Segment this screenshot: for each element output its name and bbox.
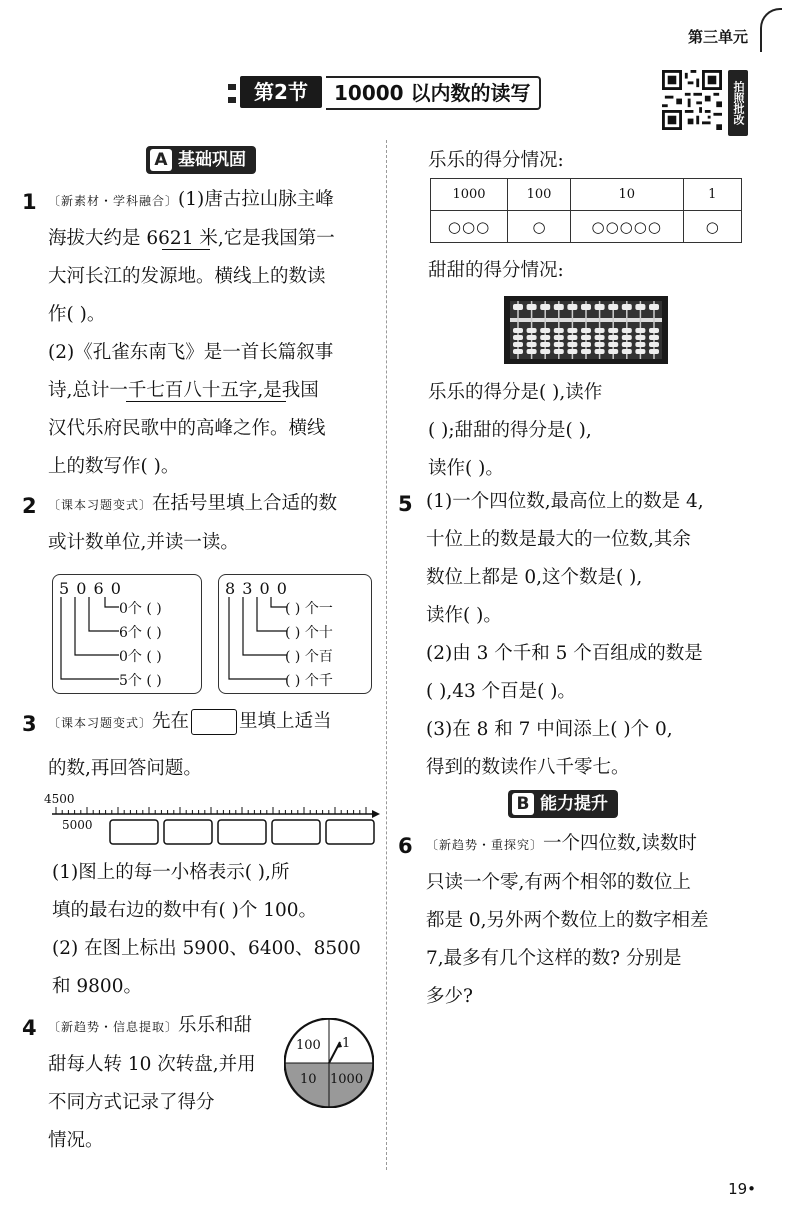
q6-line-4: 7,最多有几个这样的数? 分别是 [426, 948, 682, 969]
q5-line-8: 得到的数读作八千零七。 [426, 757, 630, 778]
q2-text [48, 485, 384, 562]
abacus-bead [581, 328, 591, 333]
q5-line-4: 读作( )。 [426, 605, 502, 626]
abacus-bead [649, 349, 659, 354]
q3-answer-box[interactable] [218, 820, 266, 844]
q3-inline-box[interactable] [191, 709, 237, 735]
q3-answer-box[interactable] [110, 820, 158, 844]
q2-number: 2 [22, 494, 37, 518]
q3-answer-box[interactable] [326, 820, 374, 844]
q4-spinner [284, 1018, 374, 1108]
q2-line-1: 〔课本习题变式〕在括号里填上合适的数 [48, 493, 338, 514]
abacus-bead [595, 349, 605, 354]
abacus-bead [608, 349, 618, 354]
abacus-bead [513, 342, 523, 347]
abacus-bead [635, 335, 645, 340]
abacus-bead [527, 304, 537, 310]
q3-q-line-4: 和 9800。 [52, 976, 142, 997]
abacus-bead [608, 304, 618, 310]
q2-left-row[interactable]: 5个 ( ) [119, 673, 162, 689]
q4-line-3: 不同方式记录了得分 [48, 1092, 215, 1113]
abacus-bead [554, 304, 564, 310]
q6-tag: 〔新趋势・重探究〕 [426, 838, 544, 852]
q1-line-8: 上的数写作( )。 [48, 456, 180, 477]
abacus-bead [581, 335, 591, 340]
q3-axis-second-label: 5000 [62, 818, 93, 832]
q2-tag: 〔课本习题变式〕 [48, 498, 153, 512]
q1-underline-2 [126, 401, 286, 402]
q1-line-2: 海拔大约是 6621 米,它是我国第一 [48, 228, 335, 249]
q4-number: 4 [22, 1016, 37, 1040]
q2-left-number: 5 0 6 0 [59, 579, 122, 598]
abacus-bead [554, 349, 564, 354]
score-circles: ○○○ [431, 211, 508, 243]
q5-text [426, 483, 762, 787]
q6-line-3: 都是 0,另外两个数位上的数字相差 [426, 910, 709, 931]
abacus-bead [540, 335, 550, 340]
q5-line-3: 数位上都是 0,这个数是( ), [426, 567, 643, 588]
q3-answer-box[interactable] [164, 820, 212, 844]
spinner-label-1: 1 [342, 1036, 351, 1051]
q3-q-line-3: (2) 在图上标出 5900、6400、8500 [52, 938, 361, 959]
q2-line-2: 或计数单位,并读一读。 [48, 532, 239, 553]
part-b-header [508, 790, 618, 818]
abacus-bead [540, 342, 550, 347]
abacus-bead [595, 304, 605, 310]
q2-left-row[interactable]: 6个 ( ) [119, 625, 162, 641]
q1-line-1: 〔新素材・学科融合〕(1)唐古拉山脉主峰 [48, 189, 334, 210]
score-header: 10 [570, 179, 683, 211]
q1-number: 1 [22, 190, 37, 214]
abacus-bead [581, 342, 591, 347]
corner-decoration [760, 8, 782, 52]
abacus-bead [554, 335, 564, 340]
abacus-bead [649, 328, 659, 333]
abacus-bead [608, 335, 618, 340]
abacus-bead [513, 349, 523, 354]
score-header-row [431, 179, 742, 211]
abacus-bead [554, 328, 564, 333]
qr-label: 拍照批改 [728, 70, 748, 136]
part-a-title: 基础巩固 [178, 150, 246, 170]
q3-text [48, 703, 384, 788]
q5-line-2: 十位上的数是最大的一位数,其余 [426, 529, 691, 550]
spinner-label-100: 100 [296, 1038, 321, 1053]
abacus-bead [567, 304, 577, 310]
abacus-bead [540, 304, 550, 310]
abacus-bead [527, 342, 537, 347]
q4-line-4: 情况。 [48, 1130, 104, 1151]
abacus-bead [622, 304, 632, 310]
q1-underline-1 [162, 249, 210, 250]
q2-right-row[interactable]: ( ) 个十 [285, 625, 333, 641]
page-number: 19• [728, 1180, 756, 1198]
abacus-bead [567, 342, 577, 347]
abacus-bead [567, 328, 577, 333]
q3-number-line [44, 790, 384, 846]
abacus-bead [595, 335, 605, 340]
q3-axis-start-label: 4500 [44, 792, 75, 806]
q4-answer-line-3: 读作( )。 [428, 458, 504, 479]
abacus-bead [622, 342, 632, 347]
abacus-image [504, 296, 668, 364]
q3-q-line-2: 填的最右边的数中有( )个 100。 [52, 900, 318, 921]
abacus-bead [513, 304, 523, 310]
score-circles: ○ [683, 211, 741, 243]
score-header: 1 [683, 179, 741, 211]
q2-right-number: 8 3 0 0 [225, 579, 288, 598]
q2-left-row[interactable]: 0个 ( ) [119, 601, 162, 617]
lele-score-table [430, 178, 742, 243]
q4-answers [428, 374, 764, 488]
section-title: 10000 以内数的读写 [326, 76, 541, 110]
abacus-bead [635, 349, 645, 354]
q3-tag: 〔课本习题变式〕 [48, 716, 153, 730]
abacus-bead [513, 328, 523, 333]
q2-left-rows [119, 597, 162, 693]
q5-number: 5 [398, 492, 413, 516]
part-a-header [146, 146, 256, 174]
abacus-bead [595, 342, 605, 347]
q2-right-box [218, 574, 372, 694]
q5-line-1: (1)一个四位数,最高位上的数是 4, [426, 491, 704, 512]
q4-answer-line-2: ( );甜甜的得分是( ), [428, 420, 592, 441]
abacus-bead [527, 335, 537, 340]
q4-line-2: 甜每人转 10 次转盘,并用 [48, 1054, 256, 1075]
abacus-bead [649, 304, 659, 310]
tiantian-title: 甜甜的得分情况: [428, 260, 564, 281]
q1-line-7: 汉代乐府民歌中的高峰之作。横线 [48, 418, 326, 439]
q1-tag: 〔新素材・学科融合〕 [48, 194, 179, 208]
q3-answer-box[interactable] [272, 820, 320, 844]
qr-code-icon[interactable] [662, 70, 722, 130]
q2-left-row[interactable]: 0个 ( ) [119, 649, 162, 665]
abacus-bead [622, 328, 632, 333]
section-bar-decoration [228, 84, 236, 90]
q6-text [426, 825, 762, 1016]
q4-answer-line-1: 乐乐的得分是( ),读作 [428, 382, 603, 403]
score-circles: ○○○○○ [570, 211, 683, 243]
q6-line-1: 〔新趋势・重探究〕一个四位数,读数时 [426, 833, 697, 854]
part-b-title: 能力提升 [540, 794, 608, 814]
abacus-bead [581, 304, 591, 310]
abacus-bead [635, 342, 645, 347]
column-divider [386, 140, 387, 1170]
section-badge: 第2节 [240, 76, 322, 108]
q3-q-line-1: (1)图上的每一小格表示( ),所 [52, 862, 290, 883]
q3-line-2: 的数,再回答问题。 [48, 758, 202, 779]
abacus-bead [622, 335, 632, 340]
abacus-bead [527, 328, 537, 333]
q6-line-2: 只读一个零,有两个相邻的数位上 [426, 872, 691, 893]
score-circle-row [431, 211, 742, 243]
q3-questions [52, 854, 384, 1006]
q2-right-row[interactable]: ( ) 个千 [285, 673, 333, 689]
q4-tag: 〔新趋势・信息提取〕 [48, 1020, 179, 1034]
q2-right-row[interactable]: ( ) 个一 [285, 601, 333, 617]
abacus-bead [581, 349, 591, 354]
score-header: 1000 [431, 179, 508, 211]
abacus-bead [649, 342, 659, 347]
q6-line-5: 多少? [426, 986, 473, 1007]
q1-line-5: (2)《孔雀东南飞》是一首长篇叙事 [48, 342, 334, 363]
q1-line-4: 作( )。 [48, 304, 106, 325]
q1-text [48, 181, 384, 486]
q1-line-6: 诗,总计一千七百八十五字,是我国 [48, 380, 319, 401]
q5-line-7: (3)在 8 和 7 中间添上( )个 0, [426, 719, 673, 740]
q2-right-rows [285, 597, 333, 693]
abacus-bead [567, 349, 577, 354]
q4-text [48, 1007, 284, 1160]
q3-number: 3 [22, 712, 37, 736]
abacus-bead [554, 342, 564, 347]
lele-title: 乐乐的得分情况: [428, 150, 564, 171]
abacus-bead [635, 304, 645, 310]
score-circles: ○ [508, 211, 571, 243]
score-header: 100 [508, 179, 571, 211]
abacus-bead [540, 349, 550, 354]
q2-right-row[interactable]: ( ) 个百 [285, 649, 333, 665]
q3-line-1: 〔课本习题变式〕先在 里填上适当 [48, 703, 384, 742]
q1-line-3: 大河长江的发源地。横线上的数读 [48, 266, 326, 287]
section-bar-decoration-2 [228, 97, 236, 103]
abacus-bead [608, 328, 618, 333]
abacus-bead [513, 335, 523, 340]
abacus-bead [540, 328, 550, 333]
q4-line-1: 〔新趋势・信息提取〕乐乐和甜 [48, 1015, 253, 1036]
q5-line-5: (2)由 3 个千和 5 个百组成的数是 [426, 643, 703, 664]
abacus-bead [635, 328, 645, 333]
spinner-label-10: 10 [300, 1072, 317, 1087]
abacus-bead [649, 335, 659, 340]
q5-line-6: ( ),43 个百是( )。 [426, 681, 576, 702]
abacus-bead [527, 349, 537, 354]
unit-label: 第三单元 [687, 28, 748, 46]
abacus-bead [622, 349, 632, 354]
abacus-bead [595, 328, 605, 333]
part-b-letter: B [512, 793, 534, 815]
spinner-label-1000: 1000 [330, 1072, 364, 1087]
abacus-bead [608, 342, 618, 347]
q6-number: 6 [398, 834, 413, 858]
q2-left-box [52, 574, 202, 694]
part-a-letter: A [150, 149, 172, 171]
abacus-bead [567, 335, 577, 340]
